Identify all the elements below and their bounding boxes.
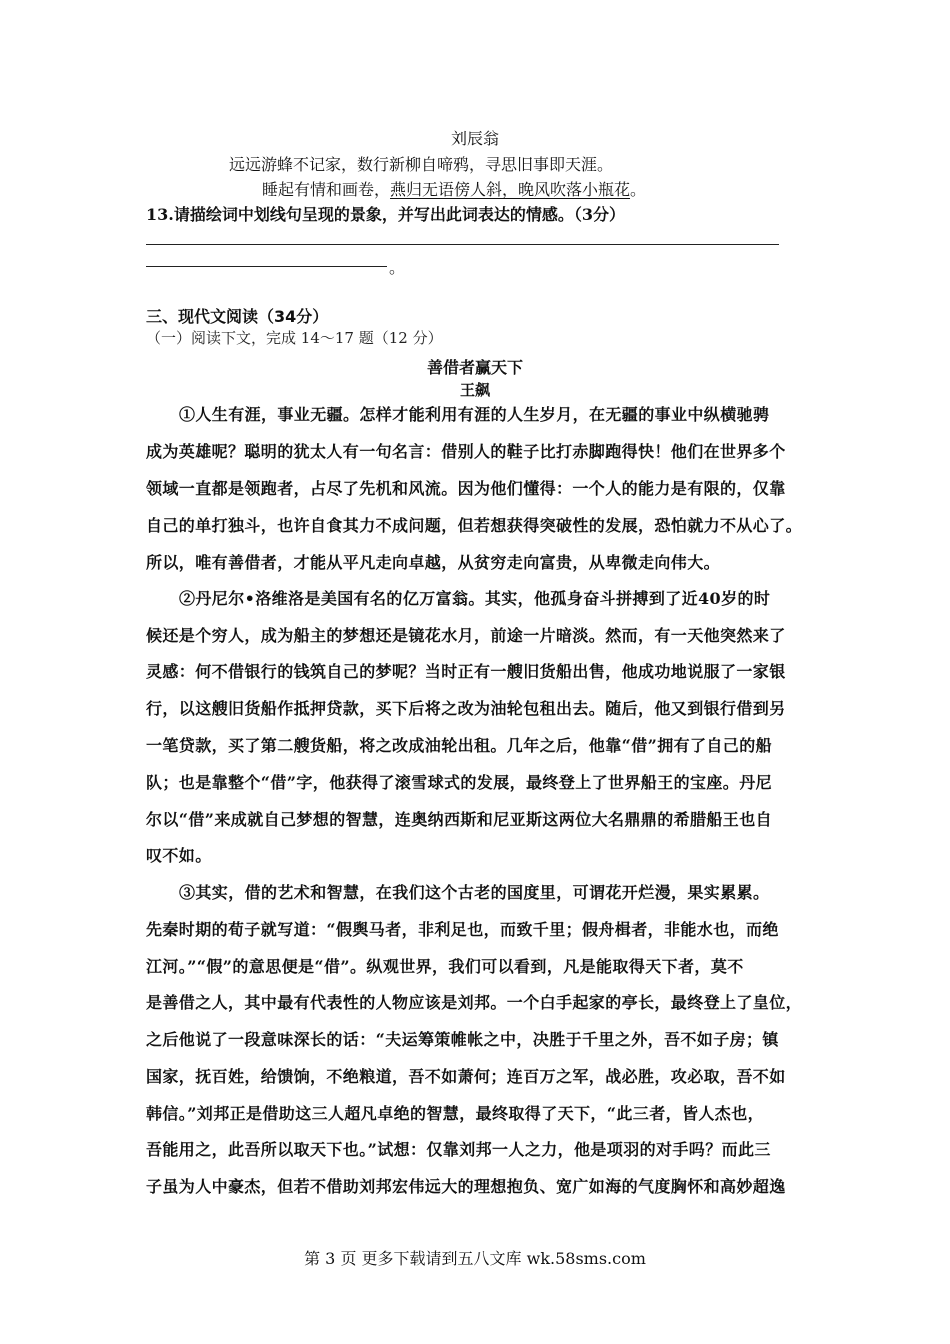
- article-line: 自己的单打独斗，也许自食其力不成问题，但若想获得突破性的发展，恐怕就力不从心了。: [146, 516, 803, 535]
- article-line: 队；也是靠整个“借”字，他获得了滚雪球式的发展，最终登上了世界船王的宝座。丹尼: [146, 773, 773, 792]
- poem-line-2-plain: 睡起有情和画卷，: [262, 180, 391, 199]
- answer-blank-line-1: [146, 244, 779, 245]
- poem-underlined-phrase: 燕归无语傍人斜，晚风吹落小瓶花: [390, 180, 631, 199]
- article-line: 尔以“借”来成就自己梦想的智慧，连奥纳西斯和尼亚斯这两位大名鼎鼎的希腊船王也自: [146, 810, 773, 829]
- article-author: 王飙: [459, 381, 490, 399]
- poem-line-2-end: 。: [630, 180, 647, 199]
- article-line: 韩信。”刘邦正是借助这三人超凡卓绝的智慧，最终取得了天下，“此三者，皆人杰也，: [146, 1104, 765, 1123]
- article-line: ③其实，借的艺术和智慧，在我们这个古老的国度里，可谓花开烂漫，果实累累。: [179, 883, 770, 902]
- article-line: 所以，唯有善借者，才能从平凡走向卓越，从贫穷走向富贵，从卑微走向伟大。: [146, 553, 721, 572]
- subsection-instruction: （一）阅读下文，完成 14～17 题（12 分）: [146, 329, 443, 347]
- article-line: 行，以这艘旧货船作抵押贷款，买下后将之改为油轮包租出去。随后，他又到银行借到另: [146, 699, 786, 718]
- article-line: 江河。”“假”的意思便是“借”。纵观世界，我们可以看到，凡是能取得天下者，莫不: [146, 957, 744, 976]
- poem-line-2: [262, 177, 646, 200]
- article-line: 先秦时期的荀子就写道：“假舆马者，非利足也，而致千里；假舟楫者，非能水也，而绝: [146, 920, 779, 939]
- article-line: ②丹尼尔•洛维洛是美国有名的亿万富翁。其实，他孤身奋斗拼搏到了近40岁的时: [179, 589, 771, 608]
- article-line: 国家，抚百姓，给馈饷，不绝粮道，吾不如萧何；连百万之军，战必胜，攻必取，吾不如: [146, 1067, 786, 1086]
- poem-line-1: 远远游蜂不记家，数行新柳自啼鸦，寻思旧事即天涯。: [229, 155, 614, 174]
- answer-blank-period: 。: [389, 258, 406, 277]
- article-line: 子虽为人中豪杰，但若不借助刘邦宏伟远大的理想抱负、宽广如海的气度胸怀和高妙超逸: [146, 1177, 786, 1196]
- article-line: 叹不如。: [146, 846, 212, 865]
- page-footer: 第 3 页 更多下载请到五八文库 wk.58sms.com: [304, 1249, 646, 1268]
- article-line: 一笔贷款，买了第二艘货船，将之改成油轮出租。几年之后，他靠“借”拥有了自己的船: [146, 736, 773, 755]
- answer-blank-line-2: [146, 266, 387, 267]
- article-line: 之后他说了一段意味深长的话：“夫运筹策帷帐之中，决胜于千里之外，吾不如子房；镇: [146, 1030, 779, 1049]
- section-title: 三、现代文阅读（34分）: [146, 307, 329, 326]
- article-line: 领域一直都是领跑者，占尽了先机和风流。因为他们懂得：一个人的能力是有限的，仅靠: [146, 479, 786, 498]
- article-line: 是善借之人，其中最有代表性的人物应该是刘邦。一个白手起家的亭长，最终登上了皇位，: [146, 993, 803, 1012]
- article-line: 候还是个穷人，成为船主的梦想还是镜花水月，前途一片暗淡。然而，有一天他突然来了: [146, 626, 786, 645]
- poem-author: 刘辰翁: [450, 129, 499, 148]
- article-line: 吾能用之，此吾所以取天下也。”试想：仅靠刘邦一人之力，他是项羽的对手吗？而此三: [146, 1140, 771, 1159]
- article-line: ①人生有涯，事业无疆。怎样才能利用有涯的人生岁月，在无疆的事业中纵横驰骋: [179, 405, 770, 424]
- article-title: 善借者赢天下: [426, 358, 523, 377]
- article-line: 灵感：何不借银行的钱筑自己的梦呢？当时正有一艘旧货船出售，他成功地说服了一家银: [146, 662, 786, 681]
- article-line: 成为英雄呢？聪明的犹太人有一句名言：借别人的鞋子比打赤脚跑得快！他们在世界多个: [146, 442, 786, 461]
- question-13: 13.请描绘词中划线句呈现的景象，并写出此词表达的情感。（3分）: [146, 205, 625, 224]
